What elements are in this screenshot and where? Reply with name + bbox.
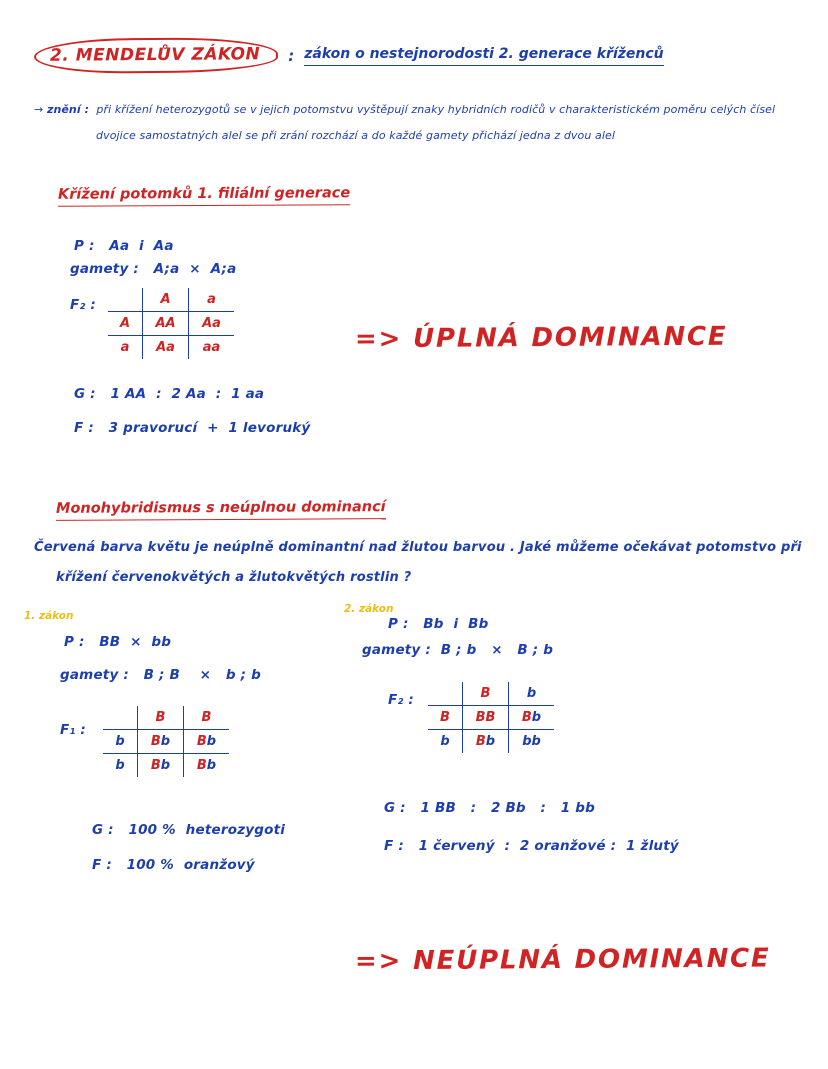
law1-phenotype-ratio: F : 100 % oranžový [92, 857, 255, 873]
definition-text-1: při křížení heterozygotů se v jejich potomstvu vyštěpují znaky hybridních rodičů v charakteristickém poměru celých čísel [96, 103, 776, 116]
arrow-icon: → [34, 103, 44, 116]
section1-genotype-ratio: G : 1 AA : 2 Aa : 1 aa [74, 386, 265, 402]
law2-phenotype-ratio: F : 1 červený : 2 oranžové : 1 žlutý [384, 838, 679, 854]
punnett-cell: Bb [184, 754, 230, 778]
punnett-cell: aa [189, 336, 235, 360]
law2-generation-label: F₂ : [388, 692, 415, 708]
punnett-row-label: a [108, 336, 143, 360]
law1-gametes: gamety : B ; B × b ; b [60, 667, 261, 683]
punnett-corner [108, 288, 143, 312]
punnett-corner [428, 682, 463, 706]
punnett-col-header: B [138, 706, 184, 730]
punnett-row-label: A [108, 312, 143, 336]
section1-conclusion: => ÚPLNÁ DOMINANCE [354, 321, 728, 355]
law2-label: 2. zákon [344, 603, 394, 615]
punnett-cell: Bb [138, 754, 184, 778]
page-subtitle: zákon o nestejnorodosti 2. generace kříženců [304, 46, 663, 66]
page-title: 2. MENDELŮV ZÁKON [34, 37, 278, 74]
section1-parents: P : Aa i Aa [74, 238, 174, 254]
punnett-cell: Aa [143, 336, 189, 360]
section2-heading: Monohybridismus s neúplnou dominancí [56, 499, 386, 521]
punnett-cell: Bb [184, 730, 230, 754]
punnett-cell: Bb [509, 706, 555, 730]
punnett-col-header: b [509, 682, 555, 706]
punnett-row-label: b [103, 754, 138, 778]
punnett-corner [103, 706, 138, 730]
law1-parents: P : BB × bb [64, 634, 172, 650]
title-row [34, 38, 664, 73]
problem-line-1: Červená barva květu je neúplně dominantní nad žlutou barvou . Jaké můžeme očekávat potomstvo při [34, 540, 802, 555]
punnett-cell: Bb [463, 730, 509, 754]
law1-genotype-ratio: G : 100 % heterozygoti [92, 822, 286, 838]
punnett-cell: BB [463, 706, 509, 730]
punnett-cell: Bb [138, 730, 184, 754]
section1-gametes: gamety : A;a × A;a [70, 261, 237, 277]
section2-conclusion: => NEÚPLNÁ DOMINANCE [354, 943, 771, 977]
law1-generation-label: F₁ : [60, 722, 87, 738]
definition-line-2: dvojice samostatných alel se při zrání rozchází a do každé gamety přichází jedna z dvou alel [96, 129, 616, 142]
punnett-square-f2-right [428, 682, 554, 753]
law2-gametes: gamety : B ; b × B ; b [362, 642, 554, 658]
law2-parents: P : Bb i Bb [388, 616, 489, 632]
punnett-col-header: B [463, 682, 509, 706]
title-colon: : [288, 46, 295, 65]
problem-line-2: křížení červenokvětých a žlutokvětých rostlin ? [56, 570, 412, 585]
law1-label: 1. zákon [24, 610, 74, 622]
section1-heading: Křížení potomků 1. filiální generace [58, 185, 350, 207]
punnett-row-label: b [103, 730, 138, 754]
punnett-cell: AA [143, 312, 189, 336]
section1-generation-label: F₂ : [70, 297, 97, 313]
punnett-cell: Aa [189, 312, 235, 336]
punnett-row-label: B [428, 706, 463, 730]
punnett-col-header: B [184, 706, 230, 730]
punnett-square-f2 [108, 288, 234, 359]
section1-phenotype-ratio: F : 3 pravorucí + 1 levoruký [74, 420, 311, 436]
law2-genotype-ratio: G : 1 BB : 2 Bb : 1 bb [384, 800, 596, 816]
punnett-col-header: a [189, 288, 235, 312]
punnett-cell: bb [509, 730, 555, 754]
definition-line-1 [34, 103, 775, 116]
punnett-square-f1 [103, 706, 229, 777]
punnett-col-header: A [143, 288, 189, 312]
definition-label: znění : [46, 103, 90, 116]
punnett-row-label: b [428, 730, 463, 754]
